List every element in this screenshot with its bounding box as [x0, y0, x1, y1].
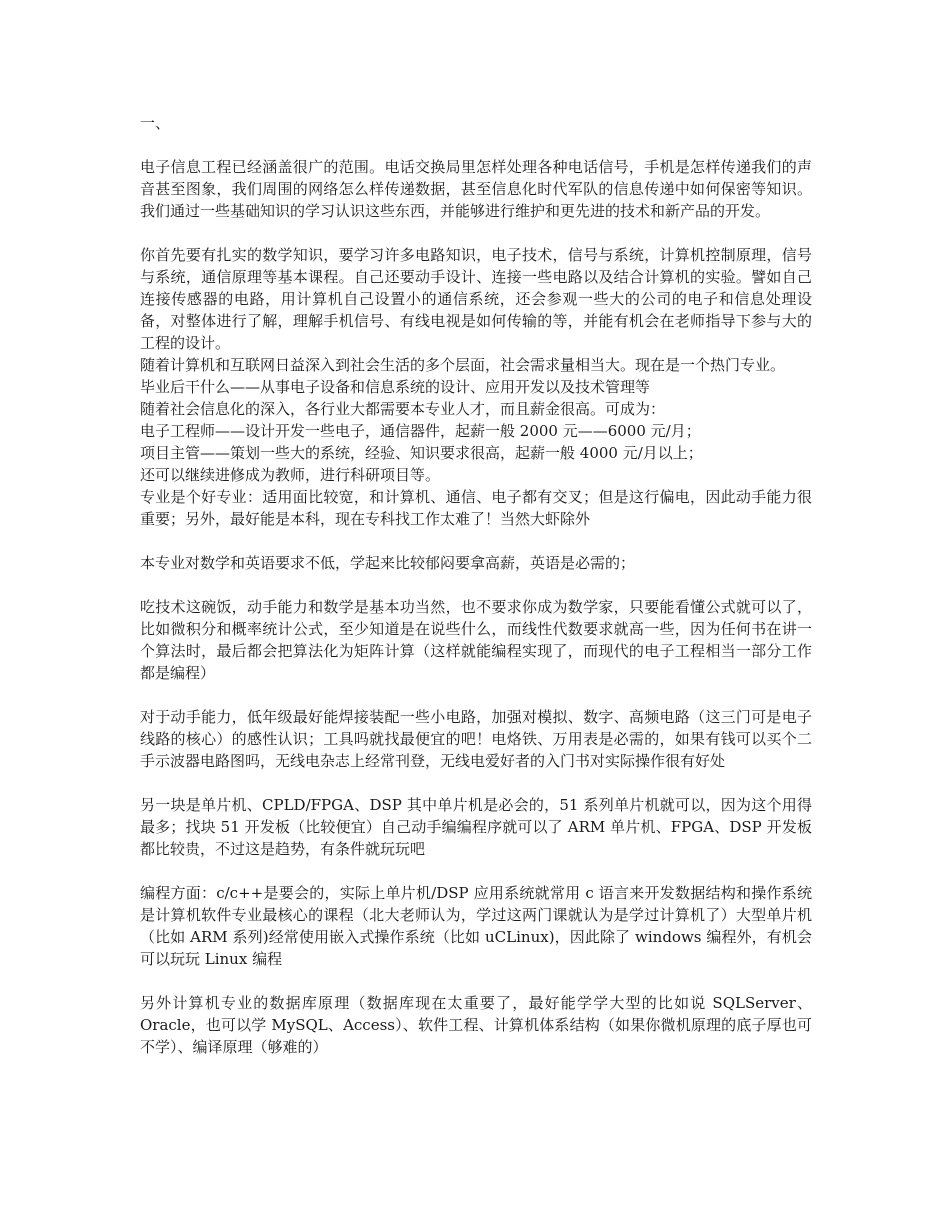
paragraph-spacer [140, 530, 812, 552]
paragraph-hands-on: 对于动手能力，低年级最好能焊接装配一些小电路，加强对模拟、数字、高频电路（这三门可是电子线路的核心）的感性认识；工具吗就找最便宜的吧！电烙铁、万用表是必需的，如果有钱可以买个二手示波器电路图吗，无线电杂志上经常刊登，无线电爱好者的入门书对实际操作很有好处 [140, 708, 812, 770]
paragraph-talent: 随着社会信息化的深入，各行业大都需要本专业人才，而且薪金很高。可成为： [140, 400, 666, 418]
paragraph-major: 专业是个好专业：适用面比较宽，和计算机、通信、电子都有交叉；但是这行偏电，因此动手能力很重要；另外，最好能是本科，现在专科找工作太难了！当然大虾除外 [140, 488, 812, 528]
paragraph-mcu: 另一块是单片机、CPLD/FPGA、DSP 其中单片机是必会的，51 系列单片机就可以，因为这个用得最多；找块 51 开发板（比较便宜）自己动手编编程序就可以了 ARM 单片机、FPGA、DSP 开发板都比较贵，不过这是趋势，有条件就玩玩吧 [140, 796, 812, 858]
paragraph-career: 毕业后干什么——从事电子设备和信息系统的设计、应用开发以及技术管理等 [140, 378, 651, 396]
paragraph-demand: 随着计算机和互联网日益深入到社会生活的多个层面，社会需求量相当大。现在是一个热门专业。 [140, 356, 786, 374]
paragraph-spacer [140, 860, 812, 882]
paragraph-math-english: 本专业对数学和英语要求不低，学起来比较郁闷要拿高薪，英语是必需的； [140, 554, 636, 572]
section-heading: 一、 [140, 114, 171, 132]
paragraph-math-skills: 吃技术这碗饭，动手能力和数学是基本功当然，也不要求你成为数学家，只要能看懂公式就可以了，比如微积分和概率统计公式，至少知道是在说些什么，而线性代数要求就高一些，因为任何书在讲一个算法时，最后都会把算法化为矩阵计算（这样就能编程实现了，而现代的电子工程相当一部分工作都是编程） [140, 598, 812, 682]
paragraph-teacher: 还可以继续进修成为教师，进行科研项目等。 [140, 466, 441, 484]
document-page [140, 112, 812, 1058]
paragraph-spacer [140, 772, 812, 794]
paragraph-manager: 项目主管——策划一些大的系统，经验、知识要求很高，起薪一般 4000 元/月以上； [140, 444, 703, 462]
paragraph-cs-courses: 另外计算机专业的数据库原理（数据库现在太重要了，最好能学学大型的比如说 SQLServer、Oracle，也可以学 MySQL、Access）、软件工程、计算机体系结构（如果你微机原理的底子厚也可不学）、编译原理（够难的） [140, 994, 812, 1056]
paragraph-spacer [140, 222, 812, 244]
paragraph-spacer [140, 134, 812, 156]
paragraph-spacer [140, 574, 812, 596]
paragraph-intro: 电子信息工程已经涵盖很广的范围。电话交换局里怎样处理各种电话信号，手机是怎样传递我们的声音甚至图象，我们周围的网络怎么样传递数据，甚至信息化时代军队的信息传递中如何保密等知识。我们通过一些基础知识的学习认识这些东西，并能够进行维护和更先进的技术和新产品的开发。 [140, 158, 812, 220]
paragraph-spacer [140, 970, 812, 992]
paragraph-programming: 编程方面：c/c++是要会的，实际上单片机/DSP 应用系统就常用 c 语言来开发数据结构和操作系统是计算机软件专业最核心的课程（北大老师认为，学过这两门课就认为是学过计算机了）大型单片机（比如 ARM 系列)经常使用嵌入式操作系统（比如 uCLinux)，因此除了 windows 编程外，有机会可以玩玩 Linux 编程 [140, 884, 812, 968]
paragraph-foundations: 你首先要有扎实的数学知识，要学习许多电路知识，电子技术，信号与系统，计算机控制原理，信号与系统，通信原理等基本课程。自己还要动手设计、连接一些电路以及结合计算机的实验。譬如自己连接传感器的电路，用计算机自己设置小的通信系统，还会参观一些大的公司的电子和信息处理设备，对整体进行了解，理解手机信号、有线电视是如何传输的等，并能有机会在老师指导下参与大的工程的设计。 [140, 246, 812, 352]
paragraph-engineer: 电子工程师——设计开发一些电子，通信器件，起薪一般 2000 元——6000 元/月； [140, 422, 701, 440]
paragraph-spacer [140, 684, 812, 706]
